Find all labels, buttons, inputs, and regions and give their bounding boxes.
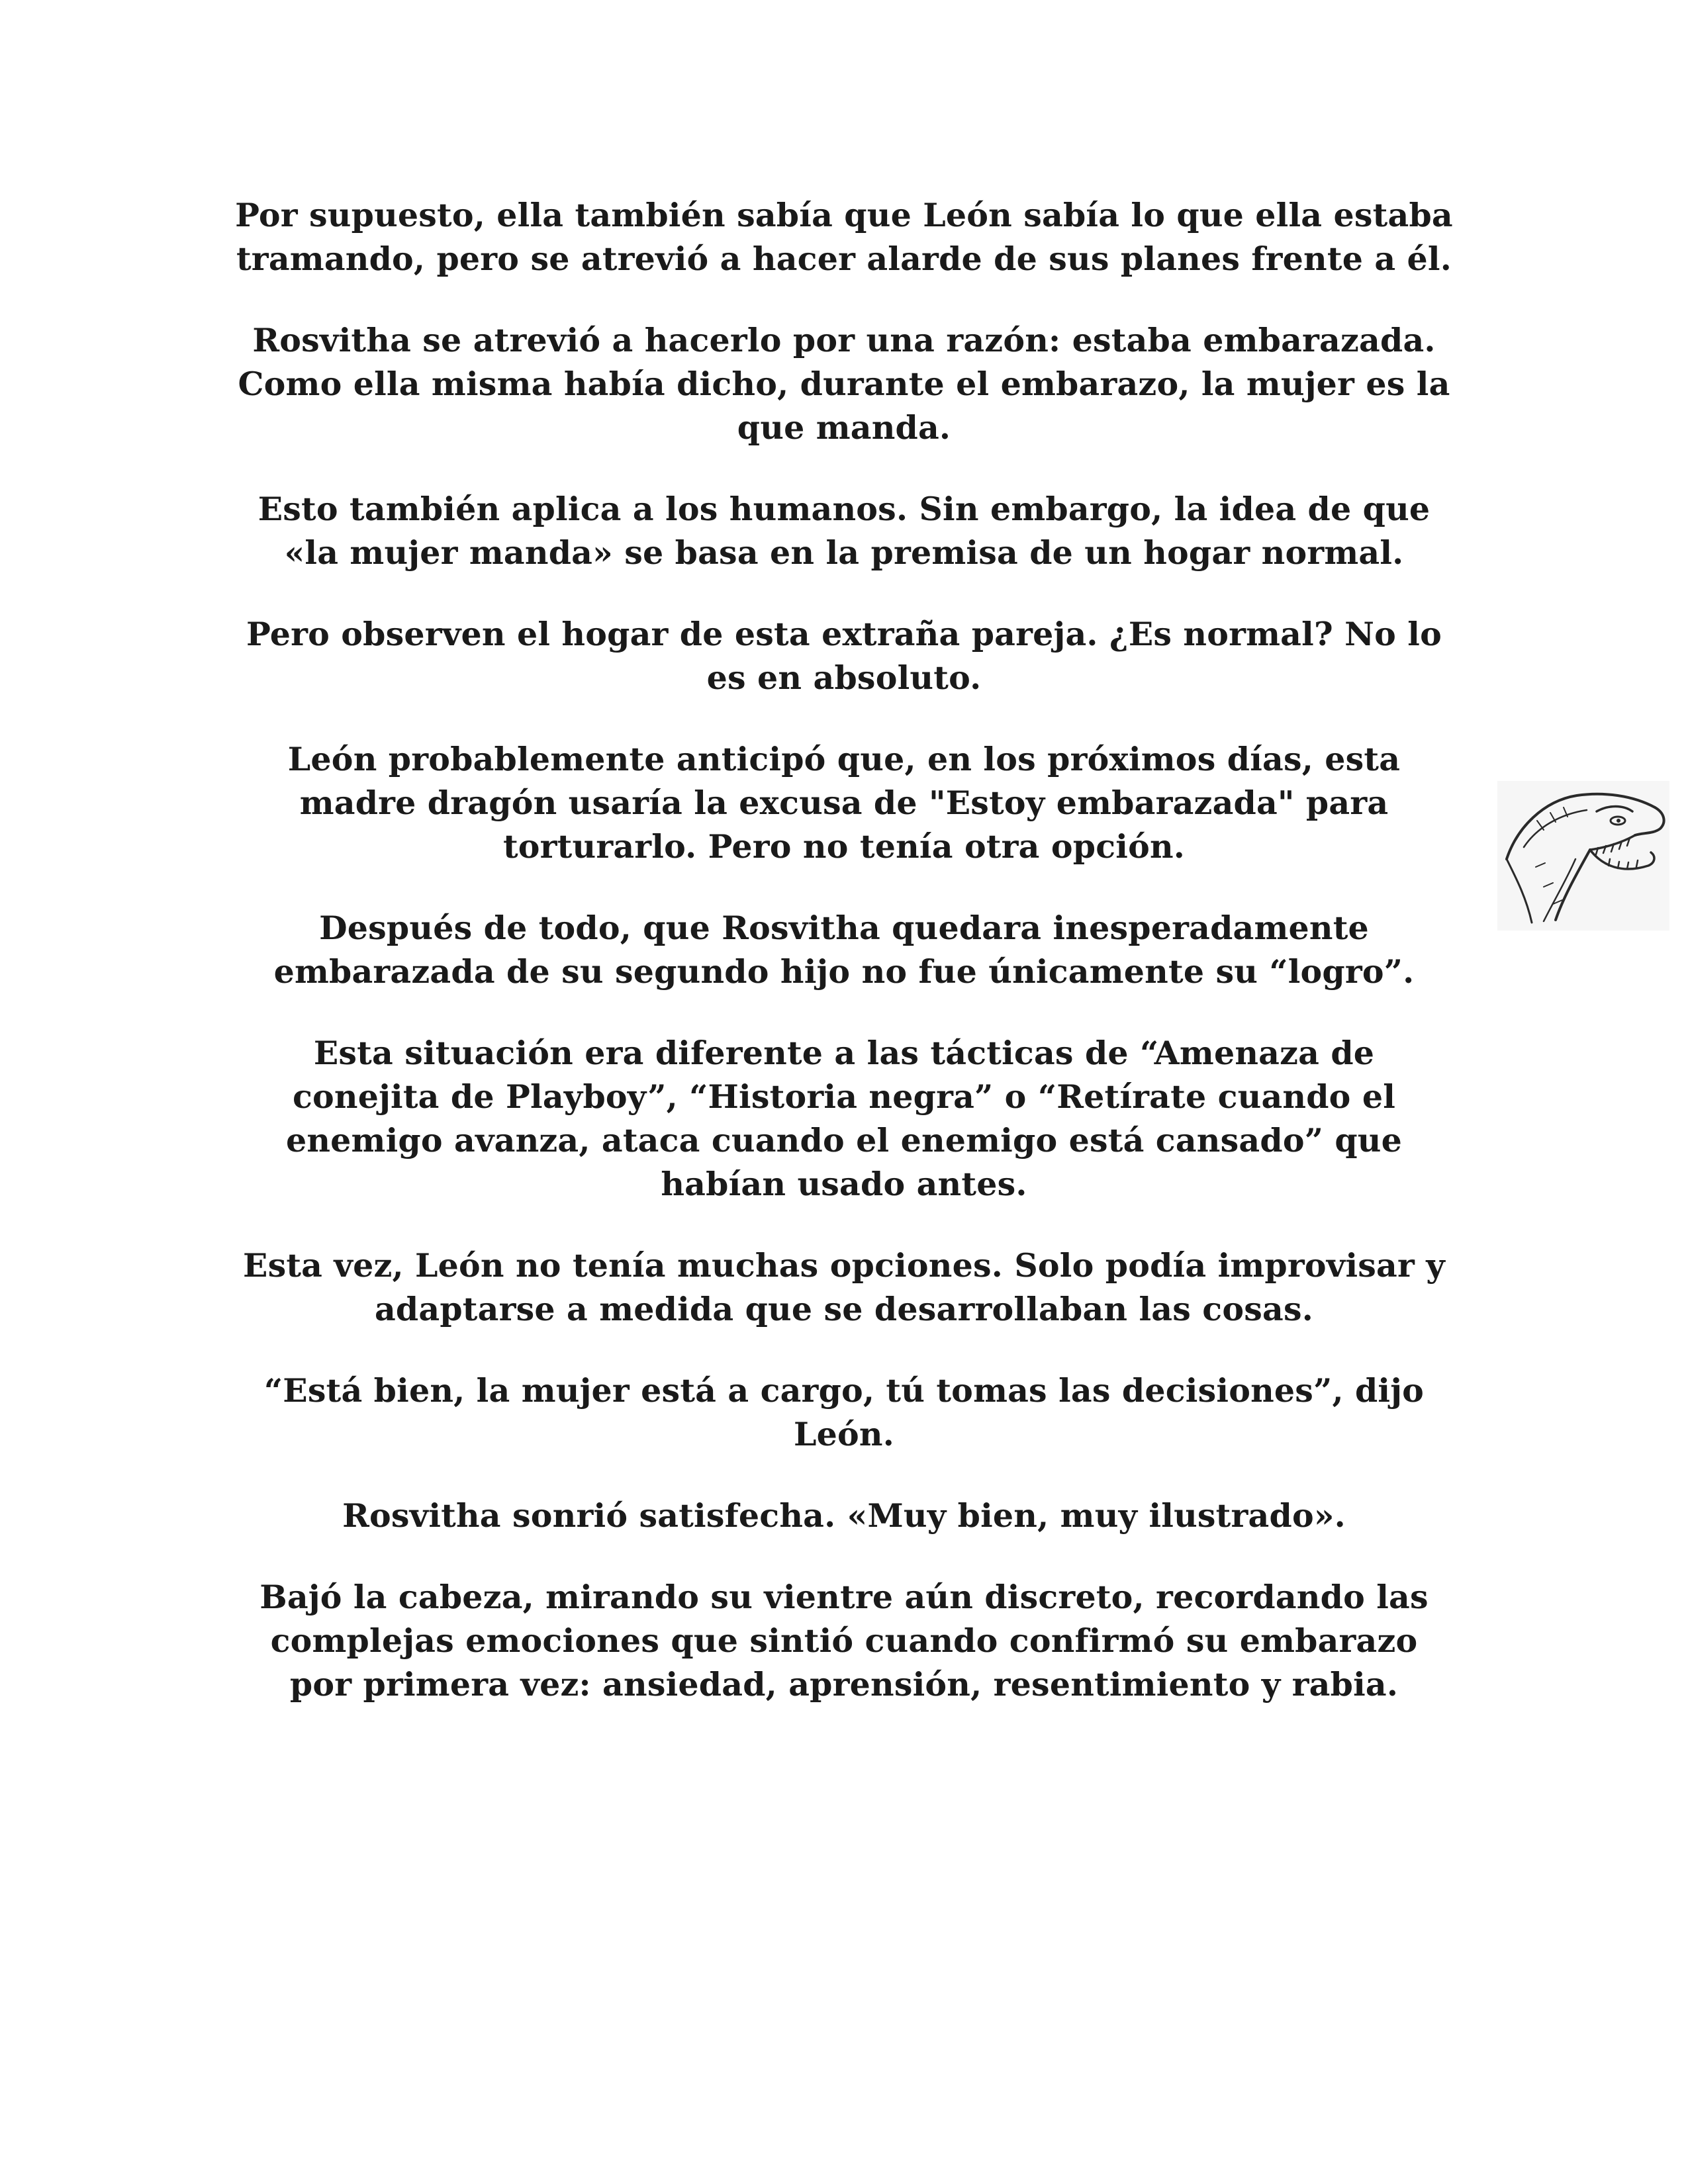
paragraph-4: Pero observen el hogar de esta extraña pareja. ¿Es normal? No lo es en absoluto. <box>246 615 1442 697</box>
paragraph-3: Esto también aplica a los humanos. Sin embargo, la idea de que «la mujer manda» se basa en la premisa de un hogar normal. <box>258 490 1430 572</box>
paragraph-2: Rosvitha se atrevió a hacerlo por una razón: estaba embarazada. Como ella misma había dicho, durante el embarazo, la mujer es la que manda. <box>238 321 1450 447</box>
paragraph-1: Por supuesto, ella también sabía que León sabía lo que ella estaba tramando, pero se atrevió a hacer alarde de sus planes frente a él. <box>235 196 1453 278</box>
paragraph-10: Rosvitha sonrió satisfecha. «Muy bien, muy ilustrado». <box>342 1496 1346 1535</box>
paragraph-5: León probablemente anticipó que, en los próximos días, esta madre dragón usaría la excusa de "Estoy embarazada" para torturarlo. Pero no tenía otra opción. <box>287 740 1401 866</box>
dinosaur-head-icon <box>1497 781 1669 931</box>
paragraph-7: Esta situación era diferente a las tácticas de “Amenaza de conejita de Playboy”, “Historia negra” o “Retírate cuando el enemigo avanza, ataca cuando el enemigo está cansado” que habían usado antes. <box>285 1034 1403 1203</box>
story-text <box>235 193 1453 1744</box>
paragraph-11: Bajó la cabeza, mirando su vientre aún discreto, recordando las complejas emociones que sintió cuando confirmó su embarazo por primera vez: ansiedad, aprensión, resentimiento y rabia. <box>259 1578 1429 1704</box>
paragraph-8: Esta vez, León no tenía muchas opciones. Solo podía improvisar y adaptarse a medida que se desarrollaban las cosas. <box>243 1246 1445 1328</box>
paragraph-6: Después de todo, que Rosvitha quedara inesperadamente embarazada de su segundo hijo no fue únicamente su “logro”. <box>273 909 1415 991</box>
paragraph-9: “Está bien, la mujer está a cargo, tú tomas las decisiones”, dijo León. <box>263 1371 1425 1453</box>
